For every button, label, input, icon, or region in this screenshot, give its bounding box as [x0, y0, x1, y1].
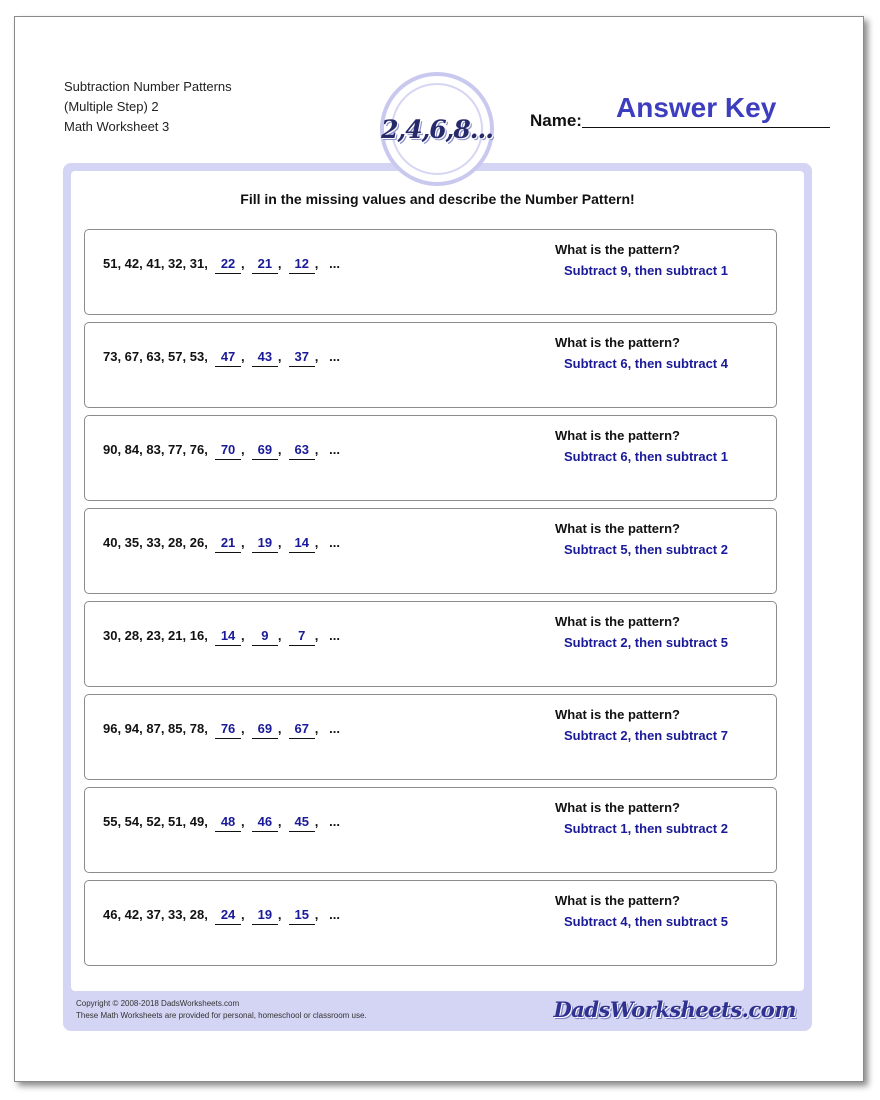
answer-blank: 24 [215, 907, 241, 925]
sequence: 73, 67, 63, 57, 53, 47 , 43 , 37 , ... [103, 349, 340, 367]
answer-key-label: Answer Key [616, 92, 777, 123]
pattern-answer: Subtract 6, then subtract 1 [564, 449, 728, 464]
given-values: 55, 54, 52, 51, 49, [103, 814, 208, 829]
name-label: Name: [530, 111, 582, 130]
problem-2 [84, 322, 777, 408]
answer-blank: 48 [215, 814, 241, 832]
pattern-answer: Subtract 5, then subtract 2 [564, 542, 728, 557]
copyright-line: Copyright © 2008-2018 DadsWorksheets.com [76, 999, 240, 1008]
sequence: 30, 28, 23, 21, 16, 14 , 9 , 7 , ... [103, 628, 340, 646]
answer-blank: 46 [252, 814, 278, 832]
answer-blank: 70 [215, 442, 241, 460]
problem-3 [84, 415, 777, 501]
question-label: What is the pattern? [555, 893, 680, 908]
logo-text: 2,4,6,8... [381, 114, 493, 144]
question-label: What is the pattern? [555, 521, 680, 536]
question-label: What is the pattern? [555, 614, 680, 629]
title-line-1: Subtraction Number Patterns [64, 79, 232, 94]
given-values: 73, 67, 63, 57, 53, [103, 349, 208, 364]
title-line-3: Math Worksheet 3 [64, 119, 170, 134]
instructions: Fill in the missing values and describe the Number Pattern! [240, 191, 635, 207]
pattern-answer: Subtract 9, then subtract 1 [564, 263, 728, 278]
question-label: What is the pattern? [555, 800, 680, 815]
answer-blank: 21 [252, 256, 278, 274]
name-line [582, 127, 830, 128]
pattern-answer: Subtract 1, then subtract 2 [564, 821, 728, 836]
answer-blank: 37 [289, 349, 315, 367]
question-label: What is the pattern? [555, 428, 680, 443]
footer-copyright [76, 998, 367, 1022]
answer-blank: 47 [215, 349, 241, 367]
given-values: 30, 28, 23, 21, 16, [103, 628, 208, 643]
pattern-answer: Subtract 2, then subtract 5 [564, 635, 728, 650]
number-pattern-logo [380, 72, 494, 186]
question-label: What is the pattern? [555, 707, 680, 722]
answer-blank: 9 [252, 628, 278, 646]
answer-blank: 19 [252, 907, 278, 925]
answer-blank: 69 [252, 442, 278, 460]
logo-ring [381, 83, 493, 175]
given-values: 90, 84, 83, 77, 76, [103, 442, 208, 457]
answer-blank: 19 [252, 535, 278, 553]
usage-notice: These Math Worksheets are provided for personal, homeschool or classroom use. [76, 1011, 367, 1020]
answer-blank: 45 [289, 814, 315, 832]
answer-blank: 7 [289, 628, 315, 646]
answer-blank: 15 [289, 907, 315, 925]
answer-blank: 12 [289, 256, 315, 274]
problem-1 [84, 229, 777, 315]
pattern-answer: Subtract 6, then subtract 4 [564, 356, 728, 371]
sequence: 96, 94, 87, 85, 78, 76 , 69 , 67 , ... [103, 721, 340, 739]
pattern-answer: Subtract 2, then subtract 7 [564, 728, 728, 743]
answer-blank: 43 [252, 349, 278, 367]
answer-blank: 63 [289, 442, 315, 460]
problem-area [71, 171, 804, 991]
pattern-answer: Subtract 4, then subtract 5 [564, 914, 728, 929]
problem-4 [84, 508, 777, 594]
sequence: 40, 35, 33, 28, 26, 21 , 19 , 14 , ... [103, 535, 340, 553]
worksheet-title [64, 77, 232, 137]
problem-5 [84, 601, 777, 687]
sequence: 46, 42, 37, 33, 28, 24 , 19 , 15 , ... [103, 907, 340, 925]
answer-blank: 67 [289, 721, 315, 739]
sequence: 90, 84, 83, 77, 76, 70 , 69 , 63 , ... [103, 442, 340, 460]
problem-6 [84, 694, 777, 780]
question-label: What is the pattern? [555, 335, 680, 350]
given-values: 40, 35, 33, 28, 26, [103, 535, 208, 550]
sequence: 55, 54, 52, 51, 49, 48 , 46 , 45 , ... [103, 814, 340, 832]
answer-blank: 22 [215, 256, 241, 274]
answer-blank: 21 [215, 535, 241, 553]
given-values: 51, 42, 41, 32, 31, [103, 256, 208, 271]
title-line-2: (Multiple Step) 2 [64, 99, 159, 114]
given-values: 96, 94, 87, 85, 78, [103, 721, 208, 736]
answer-blank: 14 [289, 535, 315, 553]
answer-blank: 14 [215, 628, 241, 646]
worksheet-frame [63, 163, 812, 1031]
sequence: 51, 42, 41, 32, 31, 22 , 21 , 12 , ... [103, 256, 340, 274]
problem-7 [84, 787, 777, 873]
answer-blank: 69 [252, 721, 278, 739]
given-values: 46, 42, 37, 33, 28, [103, 907, 208, 922]
answer-blank: 76 [215, 721, 241, 739]
question-label: What is the pattern? [555, 242, 680, 257]
dadsworksheets-logo: DadsWorksheets.com [553, 997, 796, 1022]
problem-8 [84, 880, 777, 966]
